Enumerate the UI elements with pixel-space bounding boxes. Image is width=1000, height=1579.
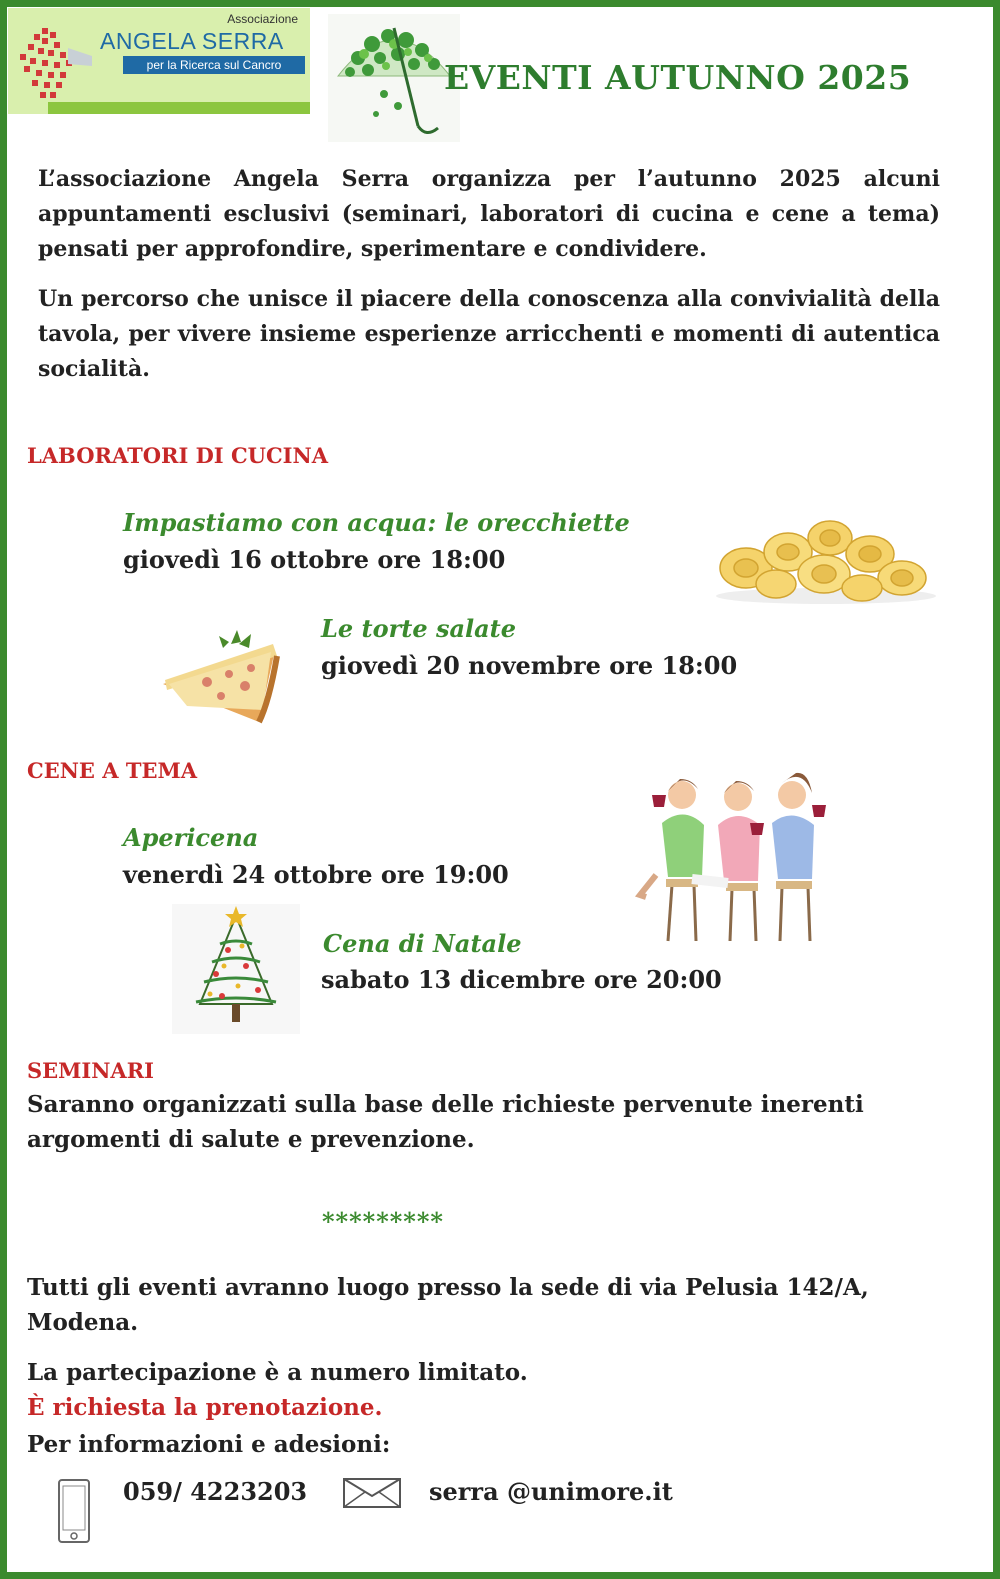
location-text: Tutti gli eventi avranno luogo presso la sede di via Pelusia 142/A, Modena.: [27, 1274, 869, 1336]
logo-swoosh: [48, 102, 310, 114]
event-date-apericena: venerdì 24 ottobre ore 19:00: [123, 860, 509, 889]
page-title: EVENTI AUTUNNO 2025: [444, 58, 912, 97]
christmas-tree-image: [172, 904, 300, 1034]
event-date-cena-natale: sabato 13 dicembre ore 20:00: [321, 965, 722, 994]
email-address[interactable]: serra @unimore.it: [429, 1477, 673, 1506]
envelope-icon: [343, 1478, 401, 1508]
event-title-apericena: Apericena: [123, 823, 259, 852]
booking-text: È richiesta la prenotazione.: [27, 1394, 383, 1421]
quiche-image: [157, 622, 293, 738]
event-date-orecchiette: giovedì 16 ottobre ore 18:00: [123, 545, 506, 574]
logo-mark-icon: [12, 18, 92, 108]
event-title-cena-natale: Cena di Natale: [323, 929, 522, 958]
intro-paragraph-1: L’associazione Angela Serra organizza per l’autunno 2025 alcuni appuntamenti esclusivi (seminari, laboratori di cucina e cene a tema) pensati per approfondire, sperimentare e condividere.: [38, 166, 940, 262]
section-heading-cene: CENE A TEMA: [27, 758, 198, 783]
event-date-torte-salate: giovedì 20 novembre ore 18:00: [321, 651, 738, 680]
info-text: Per informazioni e adesioni:: [27, 1431, 391, 1458]
intro-paragraph-2: Un percorso che unisce il piacere della conoscenza alla convivialità della tavola, per vivere insieme esperienze arricchenti e momenti di autentica socialità.: [38, 286, 940, 382]
umbrella-icon: [328, 14, 460, 142]
section-heading-seminari: SEMINARI: [27, 1058, 155, 1083]
orecchiette-image: [706, 508, 946, 608]
seminari-text: Saranno organizzati sulla base delle richieste pervenute inerenti argomenti di salute e prevenzione.: [27, 1091, 864, 1153]
event-title-orecchiette: Impastiamo con acqua: le orecchiette: [123, 508, 630, 537]
separator-stars: *********: [322, 1207, 444, 1236]
limited-text: La partecipazione è a numero limitato.: [27, 1359, 528, 1386]
phone-number[interactable]: 059/ 4223203: [123, 1477, 308, 1506]
logo-tagline: per la Ricerca sul Cancro: [123, 56, 305, 74]
event-title-torte-salate: Le torte salate: [321, 614, 517, 643]
friends-toast-image: [632, 765, 836, 945]
phone-icon: [57, 1478, 91, 1544]
logo-association-label: Associazione: [227, 12, 298, 26]
association-logo: [8, 8, 310, 114]
logo-name: ANGELA SERRA: [100, 28, 284, 54]
section-heading-laboratori: LABORATORI DI CUCINA: [27, 443, 328, 468]
